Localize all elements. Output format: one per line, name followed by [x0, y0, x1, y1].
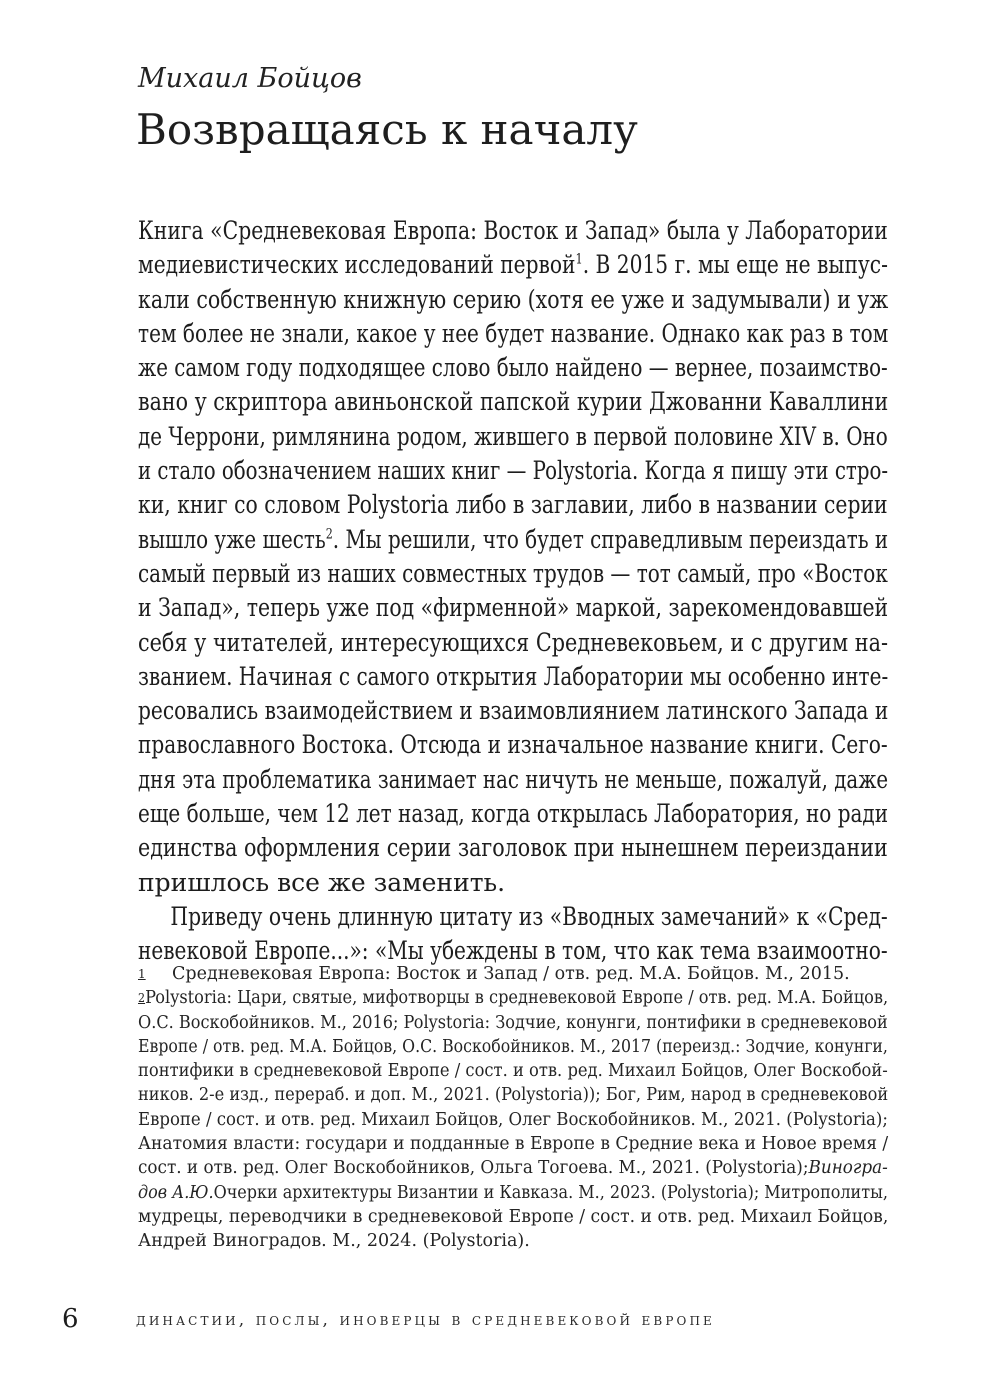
- text-line: же самом году подходящее слово было найдено — вернее, позаимство-: [138, 353, 888, 383]
- footnote-ref-1[interactable]: 1: [575, 251, 583, 268]
- page-number: 6: [62, 1304, 79, 1334]
- text-line: Приведу очень длинную цитату из «Вводных замечаний» к «Сред-: [170, 901, 888, 931]
- text-line: и Запад», теперь уже под «фирменной» маркой, зарекомендовавшей: [138, 593, 889, 623]
- footnote-1: [138, 962, 888, 986]
- footnote-line: ников. 2-е изд., перераб. и доп. М., 2021. (Polystoria)); Бог, Рим, народ в средневековой: [138, 1085, 889, 1106]
- footnote-line: Андрей Виноградов. М., 2024. (Polystoria).: [138, 1231, 530, 1252]
- footnote-line: Европе / сост. и отв. ред. Михаил Бойцов, Олег Воскобойников. М., 2021. (Polystoria);: [138, 1109, 888, 1130]
- text-line: пришлось все же заменить.: [138, 867, 506, 897]
- footnote-2: [138, 986, 889, 1010]
- footnote-italic: дов А.Ю.: [138, 1182, 214, 1203]
- text-line: единства оформления серии заголовок при нынешнем переиздании: [138, 833, 888, 863]
- footnote-line: О.С. Воскобойников. М., 2016; Polystoria: Зодчие, конунги, понтифики в средневековой: [138, 1012, 888, 1033]
- text-line: ки, книг со словом Polystoria либо в заглавии, либо в названии серии: [138, 490, 888, 520]
- text-line: [138, 523, 889, 557]
- footnote-text: Средневековая Европа: Восток и Запад / отв. ред. М.А. Бойцов. М., 2015.: [172, 964, 850, 984]
- text-line: тем более не знали, какое у нее будет название. Однако как раз в том: [138, 318, 889, 348]
- text-line: себя у читателей, интересующихся Средневековьем, и с другим на-: [138, 627, 888, 657]
- text-line: православного Востока. Отсюда и изначальное название книги. Сего-: [138, 730, 888, 760]
- text-line: невековой Европе...»: «Мы убеждены в том, что как тема взаимоотно-: [138, 936, 888, 966]
- running-head: династии, послы, иноверцы в средневековой европе: [136, 1310, 715, 1330]
- footnote-text: сост. и отв. ред. Олег Воскобойников, Ольга Тогоева. М., 2021. (Polystoria);: [138, 1158, 809, 1179]
- text-line: Книга «Средневековая Европа: Восток и Запад» была у Лаборатории: [138, 216, 888, 245]
- text-line: ресовались взаимодействием и взаимовлиянием латинского Запада и: [138, 696, 889, 726]
- text-line: дня эта проблематика занимает нас ничуть не меньше, пожалуй, даже: [138, 764, 889, 794]
- chapter-title: Возвращаясь к началу: [136, 105, 638, 154]
- footnote-number: 2: [138, 991, 146, 1006]
- footnote-ref-2[interactable]: 2: [325, 526, 333, 543]
- footnote-text: Polystoria: Цари, святые, мифотворцы в средневековой Европе / отв. ред. М.А. Бойцов,: [145, 988, 889, 1009]
- text-line: [138, 248, 888, 282]
- text-line: де Черрони, римлянина родом, жившего в первой половине XIV в. Оно: [138, 421, 888, 451]
- footnote-number: 1: [138, 967, 146, 981]
- body-text: [138, 214, 888, 969]
- text-line: вано у скриптора авиньонской папской курии Джованни Каваллини: [138, 387, 889, 417]
- footnote-line: [138, 1156, 888, 1180]
- footnote-line: Анатомия власти: государи и подданные в Европе в Средние века и Новое время /: [138, 1134, 889, 1155]
- text-line: и стало обозначением наших книг — Polystoria. Когда я пишу эти стро-: [138, 456, 889, 486]
- text-line: званием. Начиная с самого открытия Лаборатории мы особенно инте-: [138, 661, 889, 691]
- text-fragment: вышло уже шесть: [138, 524, 326, 554]
- text-fragment: . Мы решили, что будет справедливым переиздать и: [332, 524, 889, 554]
- footnote-line: понтифики в средневековой Европе / сост. и отв. ред. Михаил Бойцов, Олег Воскобой-: [138, 1061, 888, 1082]
- footnote-text: Очерки архитектуры Византии и Кавказа. М., 2023. (Polystoria); Митрополиты,: [213, 1182, 888, 1203]
- text-line: кали собственную книжную серию (хотя ее уже и задумывали) и уж: [138, 284, 889, 314]
- text-line: самый первый из наших совместных трудов — тот самый, про «Восток: [138, 558, 888, 588]
- footnote-line: мудрецы, переводчики в средневековой Европе / сост. и отв. ред. Михаил Бойцов,: [138, 1206, 889, 1227]
- footnote-italic: Виногра-: [808, 1158, 888, 1179]
- text-fragment: медиевистических исследований первой: [138, 250, 576, 280]
- footnote-line: [138, 1181, 888, 1205]
- chapter-author: Михаил Бойцов: [138, 63, 362, 94]
- text-line: еще больше, чем 12 лет назад, когда открылась Лаборатория, но ради: [138, 799, 889, 829]
- footnotes: [138, 962, 888, 1254]
- footnote-line: Европе / отв. ред. М.А. Бойцов, О.С. Воскобойников. М., 2017 (переизд.: Зодчие, конунги,: [138, 1036, 888, 1057]
- text-fragment: . В 2015 г. мы еще не выпус-: [582, 250, 888, 280]
